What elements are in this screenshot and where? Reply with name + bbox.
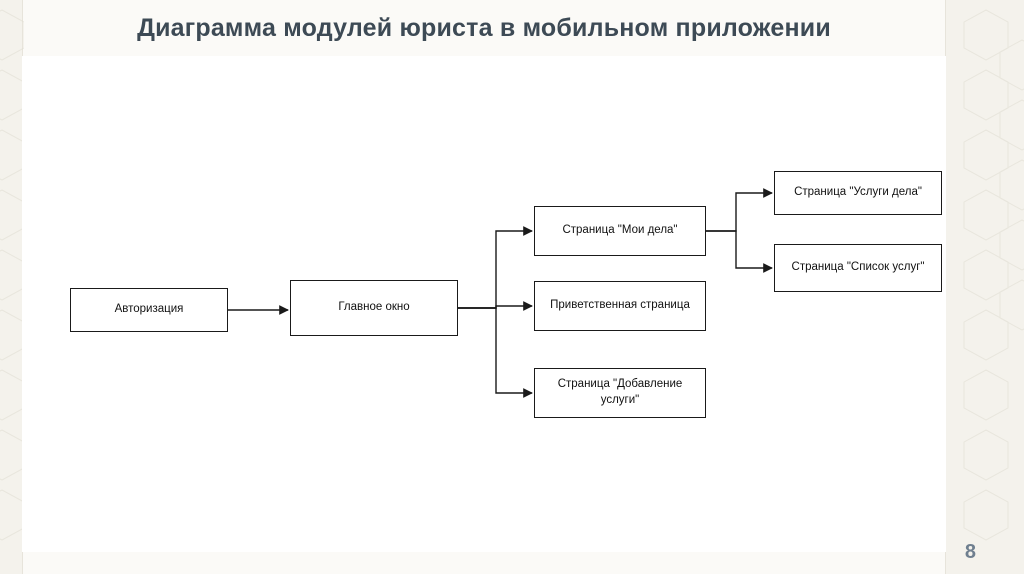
node-auth[interactable] [70, 288, 228, 332]
edge-cases-to-services-list [706, 231, 772, 268]
node-main-window-label: Главное окно [338, 301, 410, 314]
node-add-service-page-label: Страница "Добавление услуги" [557, 378, 683, 406]
page-title: Диаграмма модулей юриста в мобильном приложении [137, 13, 831, 42]
node-services-list-page-label: Страница "Список услуг" [791, 261, 925, 274]
hexagon-pattern-decoration [946, 0, 1024, 574]
node-case-services-page-label: Страница "Услуги дела" [794, 186, 922, 199]
node-welcome-page[interactable] [534, 281, 706, 331]
diagram-canvas [22, 56, 946, 552]
node-my-cases-page-label: Страница "Мои дела" [562, 224, 678, 237]
edge-main-to-cases [458, 231, 532, 308]
edge-cases-to-case-services [706, 193, 772, 231]
module-diagram [22, 56, 946, 552]
node-services-list-page[interactable] [774, 244, 942, 292]
edge-main-to-add-service [458, 308, 532, 393]
node-auth-label: Авторизация [114, 303, 184, 316]
node-my-cases-page[interactable] [534, 206, 706, 256]
node-welcome-page-label: Приветственная страница [550, 299, 690, 312]
hexagon-pattern-decoration-left [0, 0, 24, 574]
page-number: 8 [964, 541, 976, 563]
node-add-service-page[interactable] [534, 368, 706, 418]
node-main-window[interactable] [290, 280, 458, 336]
node-case-services-page[interactable] [774, 171, 942, 215]
slide-title-bar [22, 0, 946, 56]
